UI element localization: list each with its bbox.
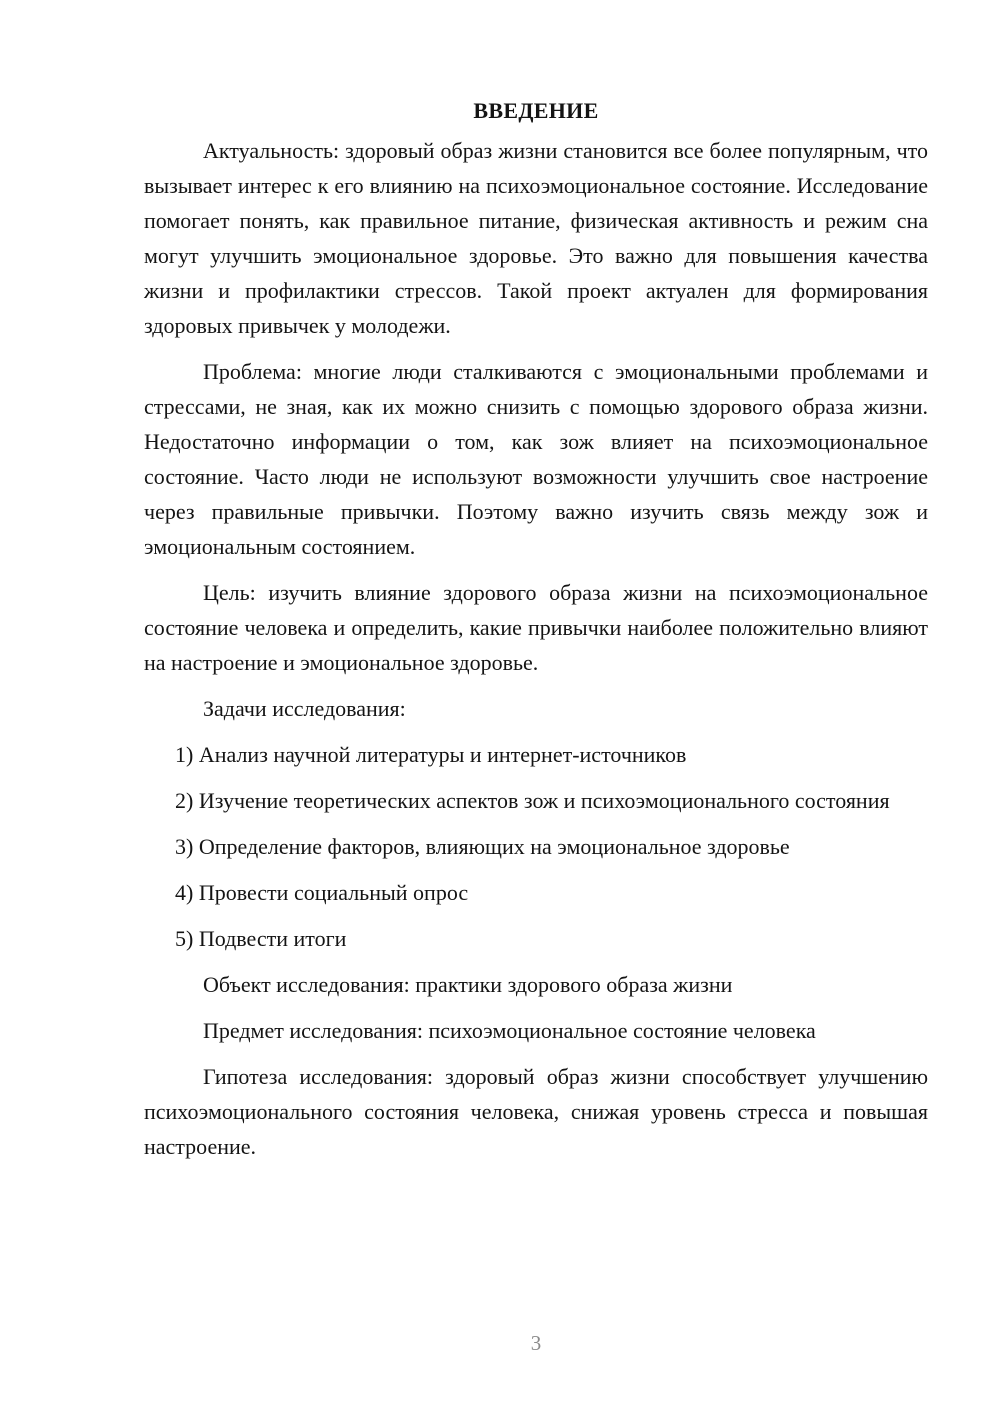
page-number: 3 xyxy=(530,1331,542,1355)
tasks-heading: Задачи исследования: xyxy=(203,696,406,721)
task-item: 4) Провести социальный опрос xyxy=(175,880,469,905)
document-body xyxy=(144,93,928,1175)
problem-paragraph: Проблема: многие люди сталкиваются с эмоциональными проблемами и стрессами, не зная, как их можно снизить с помощью здорового образа жизни. Недостаточно информации о том, как зож влияет на психоэмоциональное состояние. Часто люди не используют возможности улучшить свое настроение через правильные привычки. Поэтому важно изучить связь между зож и эмоциональным состоянием. xyxy=(144,359,928,559)
goal-paragraph: Цель: изучить влияние здорового образа жизни на психоэмоциональное состояние человека и определить, какие привычки наиболее положительно влияют на настроение и эмоциональное здоровье. xyxy=(144,580,928,675)
research-hypothesis: Гипотеза исследования: здоровый образ жизни способствует улучшению психоэмоционального состояния человека, снижая уровень стресса и повышая настроение. xyxy=(144,1064,928,1159)
relevance-paragraph: Актуальность: здоровый образ жизни становится все более популярным, что вызывает интерес к его влиянию на психоэмоциональное состояние. Исследование помогает понять, как правильное питание, физическая активность и режим сна могут улучшить эмоциональное здоровье. Это важно для повышения качества жизни и профилактики стрессов. Такой проект актуален для формирования здоровых привычек у молодежи. xyxy=(144,138,928,338)
research-object: Объект исследования: практики здорового образа жизни xyxy=(203,972,733,997)
task-item: 1) Анализ научной литературы и интернет-источников xyxy=(175,742,687,767)
task-item: 2) Изучение теоретических аспектов зож и психоэмоционального состояния xyxy=(175,788,890,813)
task-item: 3) Определение факторов, влияющих на эмоциональное здоровье xyxy=(175,834,790,859)
page-title: ВВЕДЕНИЕ xyxy=(473,98,599,123)
research-subject: Предмет исследования: психоэмоциональное состояние человека xyxy=(203,1018,816,1043)
task-item: 5) Подвести итоги xyxy=(175,926,347,951)
